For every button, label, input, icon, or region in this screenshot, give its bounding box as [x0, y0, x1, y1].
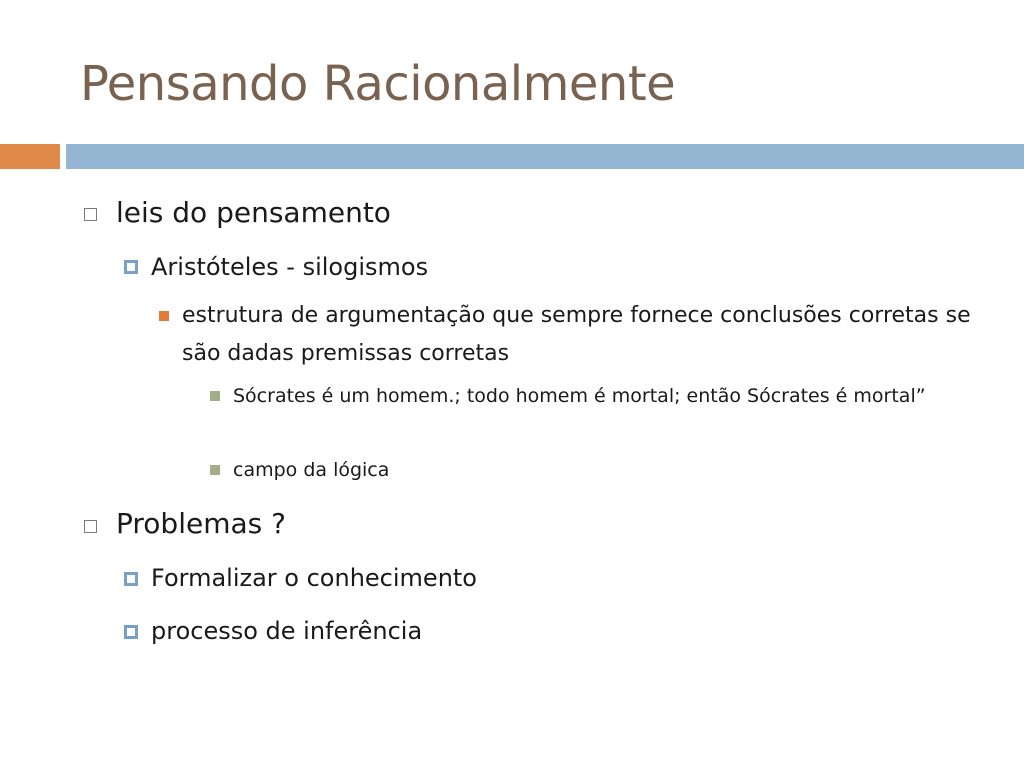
olive-square-bullet-icon	[210, 391, 220, 401]
olive-square-bullet-icon	[210, 465, 220, 475]
bullet-item-leis-do-pensamento: leis do pensamento	[116, 196, 391, 229]
slide-title: Pensando Racionalmente	[80, 56, 676, 112]
title-divider-bar	[66, 144, 1024, 169]
bullet-item-formalizar: Formalizar o conhecimento	[151, 564, 477, 592]
hollow-square-bullet-icon	[84, 208, 97, 221]
bullet-item-campo-da-logica: campo da lógica	[233, 459, 390, 481]
bullet-item-problemas: Problemas ?	[116, 507, 286, 540]
bullet-item-aristoteles: Aristóteles - silogismos	[151, 253, 429, 281]
blue-square-bullet-icon	[124, 572, 138, 586]
bullet-item-estrutura-argumentacao: estrutura de argumentação que sempre fornece conclusões corretas se são dadas premissas corretas	[182, 303, 971, 366]
orange-square-bullet-icon	[159, 311, 169, 321]
hollow-square-bullet-icon	[84, 520, 97, 533]
blue-square-bullet-icon	[124, 260, 138, 274]
bullet-item-processo-inferencia: processo de inferência	[151, 617, 423, 645]
blue-square-bullet-icon	[124, 625, 138, 639]
bullet-item-socrates: Sócrates é um homem.; todo homem é mortal; então Sócrates é mortal”	[233, 385, 926, 407]
title-accent-bar	[0, 144, 60, 169]
